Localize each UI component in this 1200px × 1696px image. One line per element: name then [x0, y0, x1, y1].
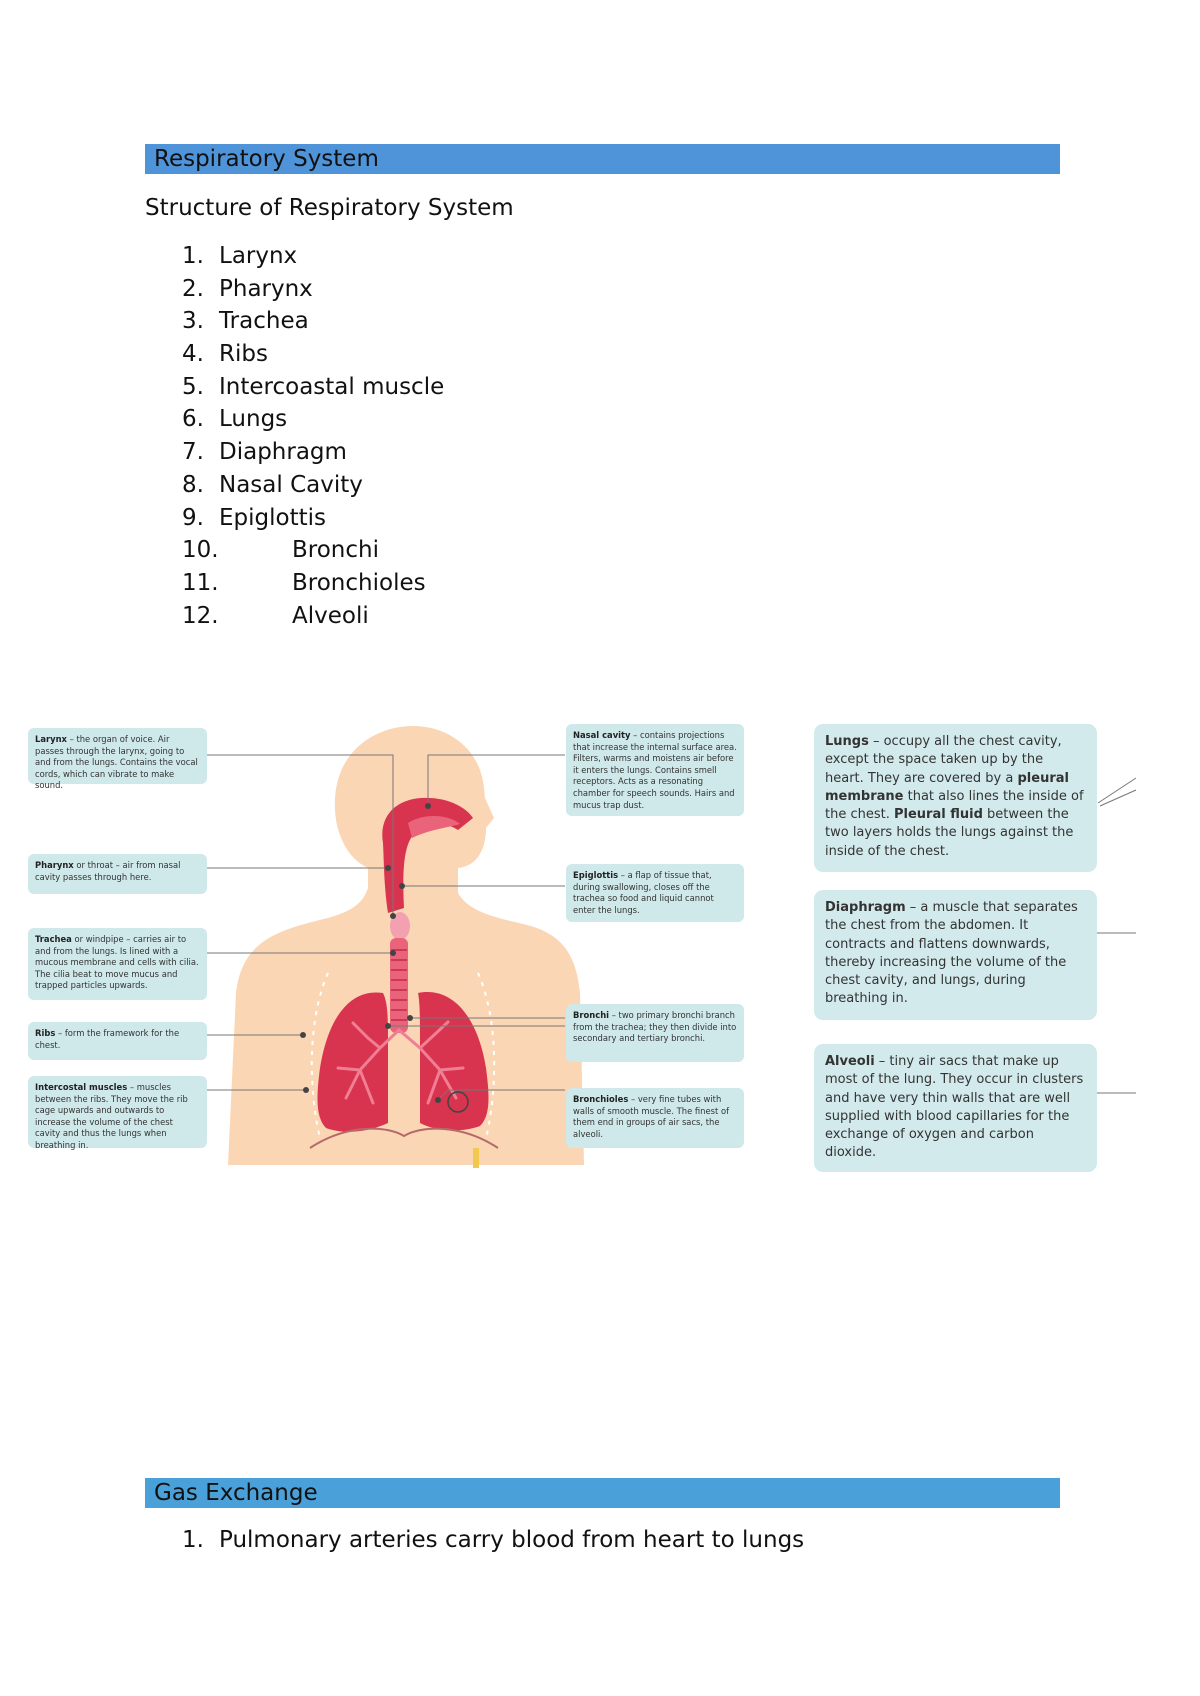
- list-label: Ribs: [219, 341, 268, 368]
- list-item: [182, 469, 444, 502]
- callout-term: Trachea: [35, 934, 72, 944]
- callout-text: – a muscle that separates the chest from the abdomen. It contracts and flattens downwards, thereby increasing the volume of the chest cavity, and lungs, during breathing in.: [825, 900, 1078, 1007]
- callout-term: Pleural fluid: [894, 807, 983, 823]
- callout-text: or throat – air from nasal cavity passes through here.: [35, 860, 181, 882]
- list-label: Pulmonary arteries carry blood from heart to lungs: [219, 1527, 805, 1553]
- section-header-gas-exchange: Gas Exchange: [145, 1478, 1060, 1508]
- list-number: 8.: [182, 471, 204, 498]
- structure-list: [182, 240, 444, 632]
- list-label: Trachea: [219, 308, 309, 335]
- list-number: 1.: [182, 1527, 204, 1553]
- callout-trachea: [28, 928, 207, 1000]
- list-label: Alveoli: [292, 602, 369, 629]
- callout-text: – contains projections that increase the internal surface area. Filters, warms and moistens air before it enters the lungs. Contains smell receptors. Acts as a resonating chamber for speech sounds. Hairs and mucus trap dust.: [573, 730, 737, 810]
- list-number: 10.: [182, 537, 219, 564]
- list-label: Bronchioles: [292, 569, 426, 596]
- callout-text: or windpipe – carries air to and from the lungs. Is lined with a mucous membrane and cells with cilia. The cilia beat to move mucus and trapped particles upwards.: [35, 934, 199, 991]
- callout-term: Bronchioles: [573, 1094, 629, 1104]
- list-number: 2.: [182, 275, 204, 302]
- callout-nasal-cavity: [566, 724, 744, 816]
- list-item: [182, 338, 444, 371]
- callout-term: Pharynx: [35, 860, 74, 870]
- list-label: Diaphragm: [219, 439, 347, 466]
- list-item: [182, 534, 444, 567]
- callout-lungs: [814, 724, 1097, 872]
- callout-term: Ribs: [35, 1028, 56, 1038]
- list-item: [182, 1524, 804, 1556]
- callout-term: pleural membrane: [825, 770, 1069, 804]
- callout-term: Alveoli: [825, 1054, 875, 1069]
- callout-epiglottis: [566, 864, 744, 922]
- list-label: Bronchi: [292, 537, 379, 564]
- list-number: 7.: [182, 439, 204, 466]
- list-label: Nasal Cavity: [219, 471, 363, 498]
- callout-text: – a flap of tissue that, during swallowing, closes off the trachea so food and liquid cannot enter the lungs.: [573, 870, 714, 915]
- callout-term: Bronchi: [573, 1010, 610, 1020]
- callout-text: between the two layers holds the lungs against the inside of the chest.: [825, 807, 1074, 859]
- list-number: 12.: [182, 602, 219, 629]
- callout-diaphragm: [814, 890, 1097, 1020]
- section-subtitle: Structure of Respiratory System: [145, 195, 514, 221]
- callout-intercostal: [28, 1076, 207, 1148]
- list-item: [182, 305, 444, 338]
- list-item: [182, 567, 444, 600]
- list-label: Intercoastal muscle: [219, 373, 445, 400]
- callout-bronchioles: [566, 1088, 744, 1148]
- list-item: [182, 273, 444, 306]
- callout-term: Lungs: [825, 734, 869, 749]
- list-label: Lungs: [219, 406, 288, 433]
- callout-alveoli: [814, 1044, 1097, 1172]
- list-label: Larynx: [219, 243, 298, 269]
- callout-text: that also lines the inside of the chest.: [825, 788, 1084, 823]
- callout-bronchi: [566, 1004, 744, 1062]
- callout-pharynx: [28, 854, 207, 894]
- callout-text: – very fine tubes with walls of smooth muscle. The finest of them end in groups of air sacs, the alveoli.: [573, 1094, 730, 1139]
- list-number: 4.: [182, 341, 204, 368]
- callout-term: Epiglottis: [573, 870, 619, 880]
- callout-larynx: [28, 728, 207, 791]
- respiratory-diagram: [28, 718, 1136, 1168]
- callout-term: Larynx: [35, 734, 67, 744]
- list-item: [182, 600, 444, 633]
- list-label: Epiglottis: [219, 504, 326, 531]
- list-label: Pharynx: [219, 275, 313, 302]
- callout-term: Intercostal muscles: [35, 1082, 128, 1092]
- callout-text: – two primary bronchi branch from the trachea; they then divide into secondary and tertiary bronchi.: [573, 1010, 737, 1044]
- list-item: [182, 436, 444, 469]
- list-number: 5.: [182, 373, 204, 400]
- list-item: [182, 240, 444, 273]
- list-item: [182, 502, 444, 535]
- list-item: [182, 403, 444, 436]
- section-header-respiratory: Respiratory System: [145, 144, 1060, 174]
- callout-text: – muscles between the ribs. They move the rib cage upwards and outwards to increase the volume of the chest cavity and thus the lungs when breathing in.: [35, 1082, 188, 1150]
- list-number: 3.: [182, 308, 204, 335]
- callout-term: Diaphragm: [825, 900, 906, 915]
- callout-ribs: [28, 1022, 207, 1060]
- list-item: [182, 371, 444, 404]
- callout-text: – occupy all the chest cavity, except the space taken up by the heart. They are covered by a: [825, 734, 1062, 786]
- list-number: 1.: [182, 243, 204, 269]
- callout-text: – tiny air sacs that make up most of the lung. They occur in clusters and have very thin walls that are well supplied with blood capillaries for the exchange of oxygen and carbon dioxide.: [825, 1054, 1084, 1161]
- list-number: 9.: [182, 504, 204, 531]
- list-number: 6.: [182, 406, 204, 433]
- list-number: 11.: [182, 569, 219, 596]
- callout-text: – the organ of voice. Air passes through the larynx, going to and from the lungs. Contains the vocal cords, which can vibrate to make sound.: [35, 734, 198, 791]
- gas-exchange-list: [182, 1524, 804, 1556]
- callout-text: – form the framework for the chest.: [35, 1028, 180, 1050]
- callout-term: Nasal cavity: [573, 730, 631, 740]
